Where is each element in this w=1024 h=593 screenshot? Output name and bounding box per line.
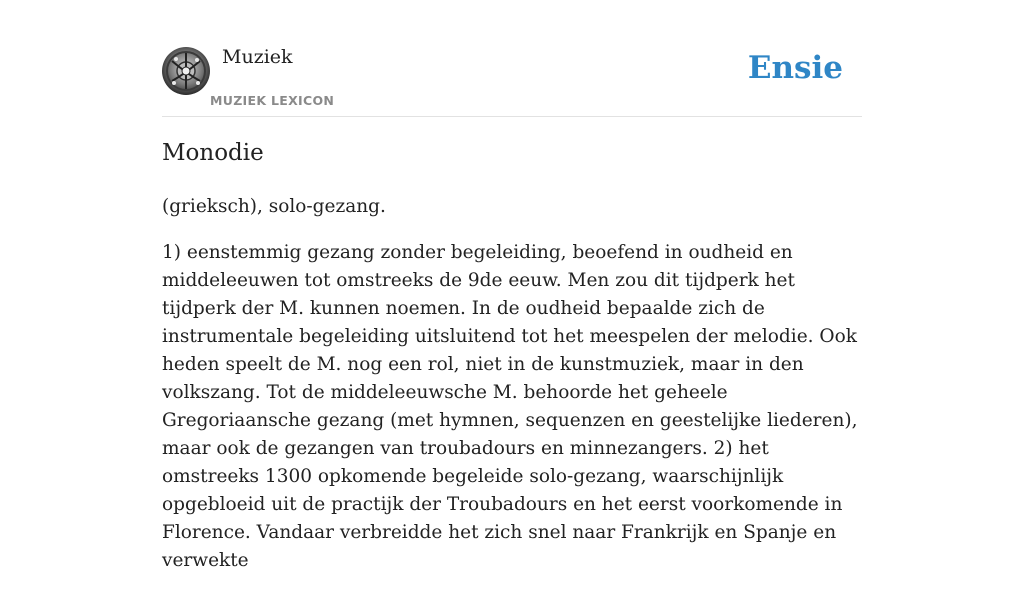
article-paragraph: 1) eenstemmig gezang zonder begeleiding, beoefend in oudheid en middeleeuwen tot omstreeks de 9de eeuw. Men zou dit tijdperk het tijdperk der M. kunnen noemen. In de oudheid bepaalde zich de instrumentale begeleiding uitsluitend tot het meespelen der melodie. Ook heden speelt de M. nog een rol, niet in de kunstmuziek, maar in den volkszang. Tot de middeleeuwsche M. behoorde het geheele Gregoriaansche gezang (met hymnen, sequenzen en geestelijke liederen), maar ook de gezangen van troubadours en minnezangers. 2) het omstreeks 1300 opkomende begeleide solo-gezang, waarschijnlijk opgebloeid uit de practijk der Troubadours en het eerst voorkomende in Florence. Vandaar verbreidde het zich snel naar Frankrijk en Spanje en verwekte (162, 242, 858, 571)
site-header (162, 0, 862, 117)
article-title: Monodie (162, 140, 264, 166)
ornamental-medallion-icon[interactable] (162, 47, 210, 95)
article-intro: (grieksch), solo-gezang. (162, 196, 386, 217)
page (162, 0, 862, 571)
site-name-link[interactable]: Muziek (222, 46, 293, 68)
brand-logo-link[interactable]: Ensie (747, 50, 843, 86)
text-fade-overlay (944, 420, 1024, 512)
article-body (162, 193, 862, 593)
site-subtitle: MUZIEK LEXICON (210, 93, 335, 108)
